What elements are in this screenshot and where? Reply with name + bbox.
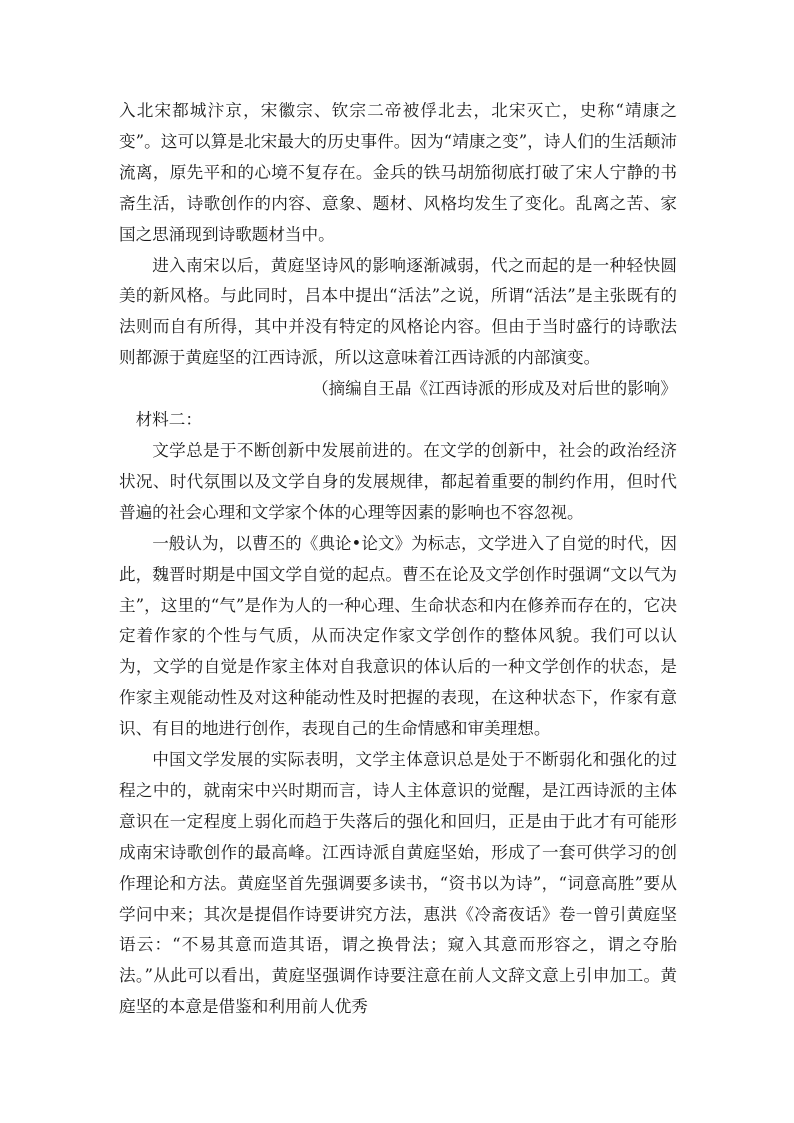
paragraph-jingkang: 入北宋都城汴京，宋徽宗、钦宗二帝被俘北去，北宋灭亡，史称“靖康之变”。这可以算是北宋最大的历史事件。因为“靖康之变”，诗人们的生活颠沛流离，原先平和的心境不复存在。金兵的铁马胡笳彻底打破了宋人宁静的书斋生活，诗歌创作的内容、意象、题材、风格均发生了变化。乱离之苦、家国之思涌现到诗歌题材当中。 (119, 101, 677, 244)
paragraph-southern-song: 进入南宋以后，黄庭坚诗风的影响逐渐减弱，代之而起的是一种轻快圆美的新风格。与此同时，吕本中提出“活法”之说，所谓“活法”是主张既有的法则而自有所得，其中并没有特定的风格论内容。但由于当时盛行的诗歌法则都源于黄庭坚的江西诗派，所以这意味着江西诗派的内部演变。 (119, 255, 677, 368)
paragraph-subject-awareness: 中国文学发展的实际表明，文学主体意识总是处于不断弱化和强化的过程之中的，就南宋中兴时期而言，诗人主体意识的觉醒，是江西诗派的主体意识在一定程度上弱化而趋于失落后的强化和回归，正是由于此才有可能形成南宋诗歌创作的最高峰。江西诗派自黄庭坚始，形成了一套可供学习的创作理论和方法。黄庭坚首先强调要多读书，“资书以为诗”，“词意高胜”要从学问中来；其次是提倡作诗要讲究方法，惠洪《冷斋夜话》卷一曾引黄庭坚语云：“不易其意而造其语，谓之换骨法；窥入其意而形容之，谓之夺胎法。”从此可以看出，黄庭坚强调作诗要注意在前人文辞文意上引申加工。黄庭坚的本意是借鉴和利用前人优秀 (119, 750, 677, 1017)
source-citation: （摘编自王晶《江西诗派的形成及对后世的影响》 (311, 379, 677, 399)
document-body (119, 96, 677, 1023)
section-label-material-two: 材料二： (135, 410, 202, 430)
paragraph-literary-innovation: 文学总是于不断创新中发展前进的。在文学的创新中，社会的政治经济状况、时代氛围以及文学自身的发展规律，都起着重要的制约作用，但时代普遍的社会心理和文学家个体的心理等因素的影响也不容忽视。 (119, 440, 677, 522)
paragraph-literary-consciousness: 一般认为，以曹丕的《典论•论文》为标志，文学进入了自觉的时代，因此，魏晋时期是中国文学自觉的起点。曹丕在论及文学创作时强调“文以气为主”，这里的“气”是作为人的一种心理、生命状态和内在修养而存在的，它决定着作家的个性与气质，从而决定作家文学创作的整体风貌。我们可以认为，文学的自觉是作家主体对自我意识的体认后的一种文学创作的状态，是作家主观能动性及对这种能动性及时把握的表现，在这种状态下，作家有意识、有目的地进行创作，表现自己的生命情感和审美理想。 (119, 533, 677, 739)
